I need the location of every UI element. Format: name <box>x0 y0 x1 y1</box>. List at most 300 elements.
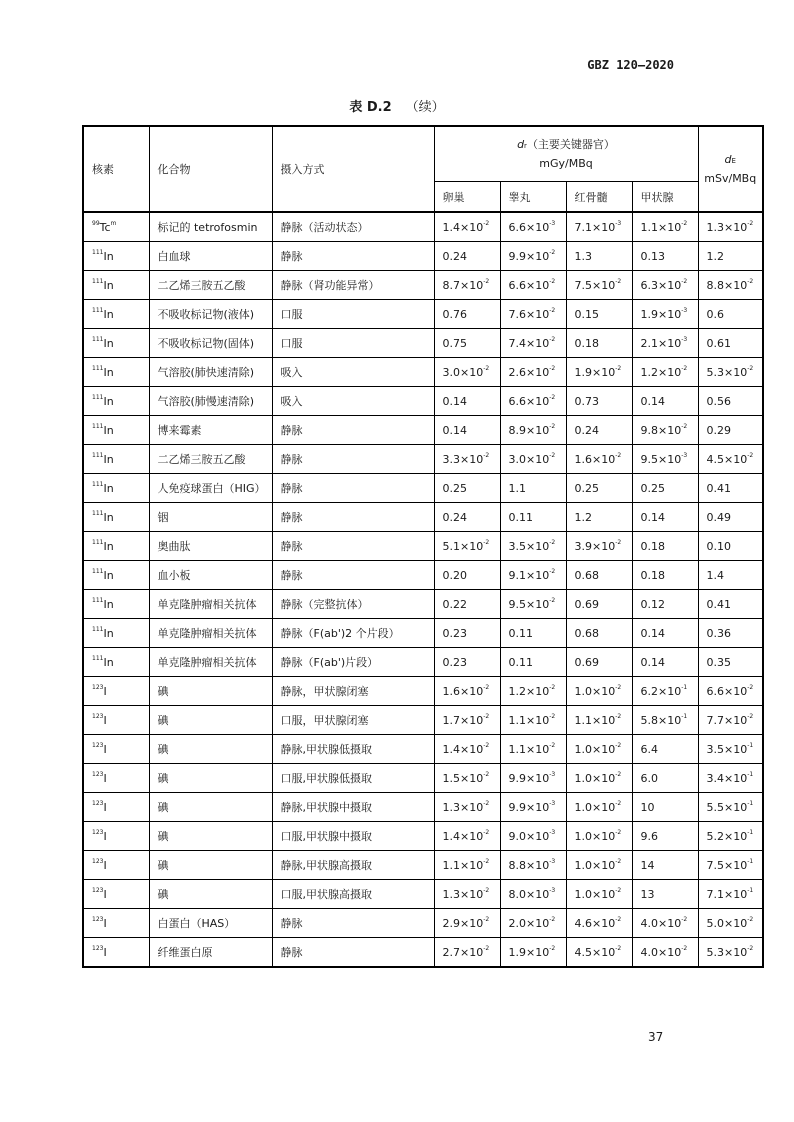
element-symbol: In <box>103 278 114 292</box>
table-row <box>83 648 763 677</box>
nuclide-cell <box>83 300 149 329</box>
dose-exponent: -2 <box>483 538 490 546</box>
dose-value: 3.5×10 <box>508 539 550 553</box>
effective-dose-cell <box>698 242 763 271</box>
dose-value: 0.14 <box>442 394 467 408</box>
compound-cell: 碘 <box>149 735 272 764</box>
dose-value: 4.6×10 <box>574 916 616 930</box>
compound-cell: 博来霉素 <box>149 416 272 445</box>
dose-value: 1.0×10 <box>574 887 616 901</box>
dose-exponent: -2 <box>483 886 490 894</box>
page-number: 37 <box>648 1030 664 1044</box>
dose-exponent: -2 <box>747 277 754 285</box>
nuclide-cell <box>83 474 149 503</box>
nuclide-cell <box>83 793 149 822</box>
marrow-dose-cell <box>566 735 632 764</box>
mass-number: 123 <box>92 828 104 836</box>
compound-cell: 奥曲肽 <box>149 532 272 561</box>
element-symbol: I <box>103 887 107 901</box>
intake-cell: 口服，甲状腺闭塞 <box>272 706 434 735</box>
effective-dose-cell <box>698 938 763 968</box>
dose-value: 0.11 <box>508 510 533 524</box>
thyroid-dose-cell <box>632 242 698 271</box>
effective-dose-cell <box>698 416 763 445</box>
dose-value: 5.8×10 <box>640 713 682 727</box>
thyroid-dose-cell <box>632 619 698 648</box>
dose-value: 0.22 <box>442 597 467 611</box>
table-row <box>83 474 763 503</box>
dose-value: 1.3×10 <box>442 800 484 814</box>
mass-number: 111 <box>92 364 104 372</box>
ovary-dose-cell <box>434 329 500 358</box>
nuclide-cell <box>83 648 149 677</box>
dose-exponent: -2 <box>615 451 622 459</box>
dose-exponent: -2 <box>483 683 490 691</box>
dose-value: 0.69 <box>574 655 599 669</box>
dose-exponent: -2 <box>549 277 556 285</box>
effective-dose-cell <box>698 590 763 619</box>
dose-value: 0.68 <box>574 626 599 640</box>
dose-exponent: -2 <box>615 886 622 894</box>
dose-exponent: -2 <box>483 219 490 227</box>
dose-value: 5.2×10 <box>706 829 748 843</box>
thyroid-dose-cell <box>632 793 698 822</box>
nuclide-cell <box>83 590 149 619</box>
dose-value: 6.6×10 <box>508 220 550 234</box>
dose-exponent: -2 <box>681 422 688 430</box>
dose-exponent: -2 <box>615 683 622 691</box>
nuclide-cell <box>83 242 149 271</box>
thyroid-dose-cell <box>632 329 698 358</box>
element-symbol: In <box>103 481 114 495</box>
intake-cell: 静脉（活动状态） <box>272 212 434 242</box>
dose-value: 2.9×10 <box>442 916 484 930</box>
compound-cell: 碘 <box>149 677 272 706</box>
element-symbol: Tc <box>99 220 111 234</box>
ovary-dose-cell <box>434 793 500 822</box>
intake-cell: 静脉（肾功能异常） <box>272 271 434 300</box>
intake-cell: 静脉 <box>272 503 434 532</box>
testis-dose-cell <box>500 532 566 561</box>
element-symbol: I <box>103 684 107 698</box>
mass-number: 111 <box>92 248 104 256</box>
mass-number: 111 <box>92 538 104 546</box>
dose-value: 9.5×10 <box>508 597 550 611</box>
header-compound: 化合物 <box>149 126 272 212</box>
marrow-dose-cell <box>566 387 632 416</box>
dose-value: 7.5×10 <box>574 278 616 292</box>
testis-dose-cell <box>500 735 566 764</box>
nuclide-cell <box>83 677 149 706</box>
dose-value: 5.0×10 <box>706 916 748 930</box>
dose-exponent: -2 <box>549 306 556 314</box>
mass-number: 111 <box>92 509 104 517</box>
dose-value: 3.5×10 <box>706 742 748 756</box>
element-symbol: In <box>103 597 114 611</box>
dose-value: 2.6×10 <box>508 365 550 379</box>
dose-exponent: -3 <box>549 828 556 836</box>
dose-value: 0.68 <box>574 568 599 582</box>
dose-value: 0.36 <box>706 626 731 640</box>
ovary-dose-cell <box>434 909 500 938</box>
compound-cell: 二乙烯三胺五乙酸 <box>149 445 272 474</box>
mass-number: 123 <box>92 944 104 952</box>
nuclide-cell <box>83 880 149 909</box>
table-row <box>83 532 763 561</box>
dose-exponent: -1 <box>681 683 688 691</box>
nuclide-cell <box>83 212 149 242</box>
dose-value: 1.7×10 <box>442 713 484 727</box>
e-symbol: d <box>724 152 732 166</box>
marrow-dose-cell <box>566 242 632 271</box>
effective-dose-cell <box>698 387 763 416</box>
dose-value: 0.18 <box>640 539 665 553</box>
nuclide-cell <box>83 503 149 532</box>
testis-dose-cell <box>500 416 566 445</box>
intake-cell: 吸入 <box>272 387 434 416</box>
testis-dose-cell <box>500 474 566 503</box>
element-symbol: I <box>103 945 107 959</box>
element-symbol: I <box>103 800 107 814</box>
marrow-dose-cell <box>566 532 632 561</box>
element-symbol: I <box>103 713 107 727</box>
compound-cell: 碘 <box>149 764 272 793</box>
element-symbol: I <box>103 916 107 930</box>
dose-value: 0.73 <box>574 394 599 408</box>
effective-dose-cell <box>698 561 763 590</box>
header-effective-dose <box>698 126 763 212</box>
mass-number: 99 <box>92 219 100 227</box>
table-row <box>83 242 763 271</box>
dose-exponent: -1 <box>747 799 754 807</box>
dose-exponent: -2 <box>483 857 490 865</box>
dose-value: 2.1×10 <box>640 336 682 350</box>
nuclide-cell <box>83 358 149 387</box>
intake-cell: 静脉 <box>272 909 434 938</box>
dose-value: 7.1×10 <box>574 220 616 234</box>
effective-dose-cell <box>698 793 763 822</box>
mass-number: 123 <box>92 770 104 778</box>
dose-exponent: -2 <box>483 915 490 923</box>
intake-cell: 静脉 <box>272 416 434 445</box>
table-row <box>83 590 763 619</box>
dr-symbol: d <box>517 137 525 151</box>
thyroid-dose-cell <box>632 590 698 619</box>
dose-exponent: -2 <box>615 770 622 778</box>
marrow-dose-cell <box>566 329 632 358</box>
dose-exponent: -2 <box>483 944 490 952</box>
ovary-dose-cell <box>434 561 500 590</box>
dose-value: 1.2 <box>574 510 592 524</box>
table-header <box>83 126 763 212</box>
effective-dose-cell <box>698 706 763 735</box>
thyroid-dose-cell <box>632 387 698 416</box>
effective-dose-cell <box>698 474 763 503</box>
intake-cell: 口服,甲状腺高摄取 <box>272 880 434 909</box>
mass-number: 123 <box>92 799 104 807</box>
dose-value: 1.1×10 <box>442 858 484 872</box>
ovary-dose-cell <box>434 822 500 851</box>
ovary-dose-cell <box>434 474 500 503</box>
testis-dose-cell <box>500 909 566 938</box>
dose-value: 0.24 <box>574 423 599 437</box>
dose-value: 8.7×10 <box>442 278 484 292</box>
testis-dose-cell <box>500 329 566 358</box>
dr-subscript: r <box>524 141 527 150</box>
dose-value: 1.0×10 <box>574 742 616 756</box>
dose-value: 1.2×10 <box>640 365 682 379</box>
dose-exponent: -1 <box>747 770 754 778</box>
e-unit: mSv/MBq <box>704 171 757 185</box>
thyroid-dose-cell <box>632 938 698 968</box>
intake-cell: 静脉 <box>272 938 434 968</box>
mass-number: 123 <box>92 683 104 691</box>
dose-value: 1.1 <box>508 481 526 495</box>
table-row <box>83 561 763 590</box>
element-symbol: In <box>103 539 114 553</box>
dose-exponent: -1 <box>747 828 754 836</box>
thyroid-dose-cell <box>632 503 698 532</box>
intake-cell: 静脉，甲状腺闭塞 <box>272 677 434 706</box>
compound-cell: 碘 <box>149 851 272 880</box>
dose-exponent: -2 <box>615 277 622 285</box>
marrow-dose-cell <box>566 503 632 532</box>
table-title-main: 表 D.2 <box>349 100 392 115</box>
ovary-dose-cell <box>434 619 500 648</box>
dose-value: 0.41 <box>706 481 731 495</box>
dose-exponent: -2 <box>681 219 688 227</box>
thyroid-dose-cell <box>632 445 698 474</box>
table-row <box>83 212 763 242</box>
marrow-dose-cell <box>566 212 632 242</box>
effective-dose-cell <box>698 212 763 242</box>
table-title-suffix: （续） <box>405 100 445 115</box>
dose-value: 0.18 <box>574 336 599 350</box>
effective-dose-cell <box>698 880 763 909</box>
testis-dose-cell <box>500 938 566 968</box>
effective-dose-cell <box>698 909 763 938</box>
dose-value: 1.4×10 <box>442 220 484 234</box>
table-row <box>83 793 763 822</box>
marrow-dose-cell <box>566 793 632 822</box>
mass-number: 123 <box>92 915 104 923</box>
dose-value: 3.0×10 <box>508 452 550 466</box>
dose-exponent: -1 <box>681 712 688 720</box>
nuclide-cell <box>83 909 149 938</box>
thyroid-dose-cell <box>632 764 698 793</box>
element-symbol: In <box>103 626 114 640</box>
nuclide-cell <box>83 445 149 474</box>
ovary-dose-cell <box>434 706 500 735</box>
mass-number: 111 <box>92 567 104 575</box>
dose-value: 0.20 <box>442 568 467 582</box>
effective-dose-cell <box>698 822 763 851</box>
dr-description: （主要关键器官） <box>526 137 615 151</box>
header-organ-dose <box>434 126 698 182</box>
testis-dose-cell <box>500 300 566 329</box>
marrow-dose-cell <box>566 271 632 300</box>
marrow-dose-cell <box>566 880 632 909</box>
mass-number: 111 <box>92 306 104 314</box>
dose-value: 0.75 <box>442 336 467 350</box>
element-symbol: In <box>103 394 114 408</box>
dose-exponent: -2 <box>549 248 556 256</box>
dose-value: 3.4×10 <box>706 771 748 785</box>
dose-value: 7.1×10 <box>706 887 748 901</box>
dose-exponent: -2 <box>615 538 622 546</box>
dose-value: 0.41 <box>706 597 731 611</box>
table-row <box>83 619 763 648</box>
dose-value: 5.5×10 <box>706 800 748 814</box>
dose-value: 0.12 <box>640 597 665 611</box>
testis-dose-cell <box>500 271 566 300</box>
dose-value: 0.25 <box>640 481 665 495</box>
marrow-dose-cell <box>566 909 632 938</box>
dose-exponent: -3 <box>549 886 556 894</box>
dose-value: 2.7×10 <box>442 945 484 959</box>
ovary-dose-cell <box>434 445 500 474</box>
dose-value: 1.3×10 <box>706 220 748 234</box>
mass-number: 111 <box>92 393 104 401</box>
dose-exponent: -2 <box>483 741 490 749</box>
marrow-dose-cell <box>566 851 632 880</box>
nuclide-cell <box>83 561 149 590</box>
dose-value: 0.76 <box>442 307 467 321</box>
dose-exponent: -3 <box>549 770 556 778</box>
dose-value: 9.1×10 <box>508 568 550 582</box>
table-row <box>83 764 763 793</box>
marrow-dose-cell <box>566 300 632 329</box>
ovary-dose-cell <box>434 735 500 764</box>
dose-exponent: -2 <box>615 741 622 749</box>
ovary-dose-cell <box>434 648 500 677</box>
effective-dose-cell <box>698 329 763 358</box>
dose-value: 6.2×10 <box>640 684 682 698</box>
ovary-dose-cell <box>434 590 500 619</box>
testis-dose-cell <box>500 590 566 619</box>
dose-value: 1.9×10 <box>574 365 616 379</box>
dose-value: 1.0×10 <box>574 800 616 814</box>
dose-exponent: -2 <box>747 915 754 923</box>
marrow-dose-cell <box>566 561 632 590</box>
dose-exponent: -1 <box>747 741 754 749</box>
dose-value: 6.0 <box>640 771 658 785</box>
dose-exponent: -3 <box>681 335 688 343</box>
dose-value: 8.0×10 <box>508 887 550 901</box>
thyroid-dose-cell <box>632 648 698 677</box>
dose-value: 6.4 <box>640 742 658 756</box>
table-row <box>83 387 763 416</box>
dose-value: 9.9×10 <box>508 771 550 785</box>
table-row <box>83 445 763 474</box>
compound-cell: 碘 <box>149 793 272 822</box>
thyroid-dose-cell <box>632 706 698 735</box>
mass-number: 111 <box>92 277 104 285</box>
table-row <box>83 677 763 706</box>
header-ovary: 卵巢 <box>434 182 500 213</box>
intake-cell: 口服,甲状腺低摄取 <box>272 764 434 793</box>
dose-value: 1.1×10 <box>574 713 616 727</box>
marrow-dose-cell <box>566 590 632 619</box>
dose-value: 0.23 <box>442 626 467 640</box>
dose-value: 5.3×10 <box>706 365 748 379</box>
dose-value: 0.14 <box>640 655 665 669</box>
testis-dose-cell <box>500 851 566 880</box>
dose-value: 1.1×10 <box>508 713 550 727</box>
dose-exponent: -3 <box>549 799 556 807</box>
dose-value: 1.2×10 <box>508 684 550 698</box>
effective-dose-cell <box>698 764 763 793</box>
effective-dose-cell <box>698 358 763 387</box>
dose-value: 0.14 <box>640 510 665 524</box>
dose-value: 0.6 <box>706 307 724 321</box>
dose-value: 1.1×10 <box>508 742 550 756</box>
dose-exponent: -2 <box>549 393 556 401</box>
marrow-dose-cell <box>566 677 632 706</box>
dose-exponent: -2 <box>747 451 754 459</box>
intake-cell: 静脉,甲状腺中摄取 <box>272 793 434 822</box>
table-row <box>83 300 763 329</box>
mass-number: 111 <box>92 596 104 604</box>
compound-cell: 碘 <box>149 822 272 851</box>
dose-value: 8.8×10 <box>706 278 748 292</box>
thyroid-dose-cell <box>632 561 698 590</box>
intake-cell: 口服 <box>272 300 434 329</box>
thyroid-dose-cell <box>632 212 698 242</box>
dose-value: 4.5×10 <box>706 452 748 466</box>
dose-value: 1.6×10 <box>442 684 484 698</box>
dose-exponent: -2 <box>615 944 622 952</box>
dose-value: 6.6×10 <box>508 394 550 408</box>
ovary-dose-cell <box>434 300 500 329</box>
dose-exponent: -2 <box>747 364 754 372</box>
intake-cell: 静脉 <box>272 445 434 474</box>
dose-exponent: -2 <box>483 770 490 778</box>
dose-value: 1.0×10 <box>574 858 616 872</box>
effective-dose-cell <box>698 300 763 329</box>
thyroid-dose-cell <box>632 880 698 909</box>
dose-exponent: -2 <box>615 828 622 836</box>
intake-cell: 静脉 <box>272 242 434 271</box>
testis-dose-cell <box>500 793 566 822</box>
table-row <box>83 271 763 300</box>
dose-value: 1.9×10 <box>640 307 682 321</box>
dose-value: 1.0×10 <box>574 684 616 698</box>
ovary-dose-cell <box>434 880 500 909</box>
header-testis: 睾丸 <box>500 182 566 213</box>
dose-value: 0.14 <box>442 423 467 437</box>
dose-exponent: -3 <box>681 451 688 459</box>
dose-value: 7.5×10 <box>706 858 748 872</box>
dose-exponent: -3 <box>615 219 622 227</box>
mass-number: 123 <box>92 712 104 720</box>
ovary-dose-cell <box>434 851 500 880</box>
table-row <box>83 329 763 358</box>
table-row <box>83 822 763 851</box>
dose-value: 0.61 <box>706 336 731 350</box>
testis-dose-cell <box>500 677 566 706</box>
testis-dose-cell <box>500 619 566 648</box>
dose-exponent: -2 <box>747 683 754 691</box>
dose-value: 1.2 <box>706 249 724 263</box>
table-title <box>0 96 794 115</box>
intake-cell: 静脉 <box>272 561 434 590</box>
thyroid-dose-cell <box>632 735 698 764</box>
dose-value: 1.9×10 <box>508 945 550 959</box>
intake-cell: 静脉（完整抗体） <box>272 590 434 619</box>
dose-value: 9.9×10 <box>508 249 550 263</box>
ovary-dose-cell <box>434 938 500 968</box>
